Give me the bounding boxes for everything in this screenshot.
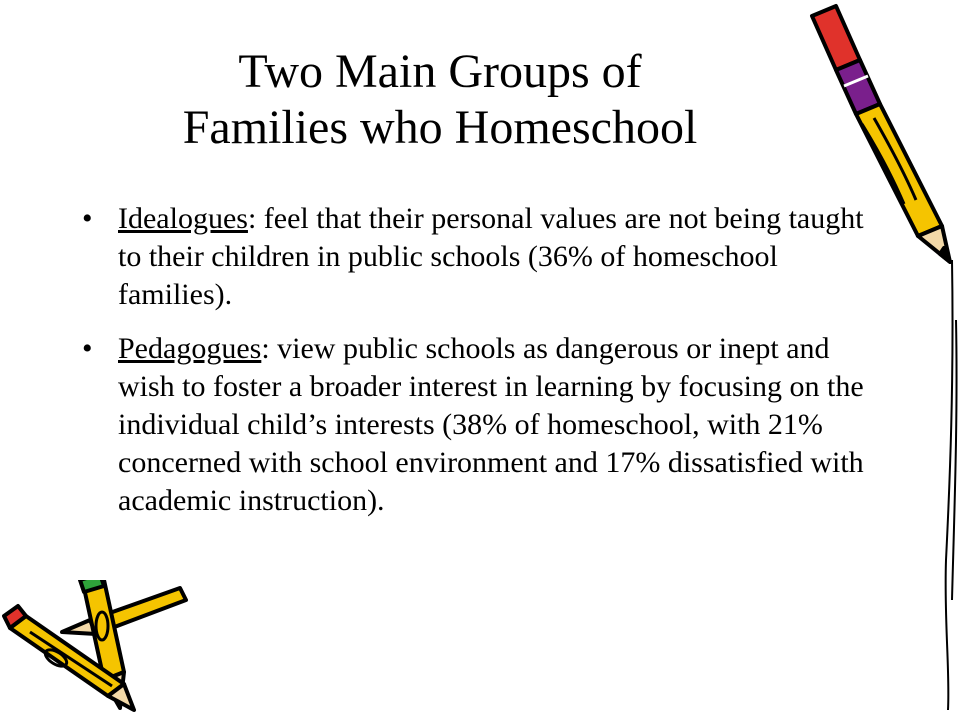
bullet-list — [82, 200, 872, 536]
bullet-item-pedagogues — [82, 330, 872, 520]
title-line-2: Families who Homeschool — [182, 101, 698, 154]
pencil-icon — [800, 0, 960, 720]
crossed-pencils-icon — [0, 580, 200, 720]
bullet-marker: • — [82, 332, 93, 365]
bullet-text: : feel that their personal values are not being taught to their children in public schools (36% of homeschool families). — [118, 202, 864, 311]
bullet-text: : view public schools as dangerous or inept and wish to foster a broader interest in learning by focusing on the individual child’s interests (38% of homeschool, with 21% concerned with school environment and 17% dissatisfied with academic instruction). — [118, 332, 864, 517]
bullet-marker: • — [82, 202, 93, 235]
bullet-item-idealogues — [82, 200, 872, 314]
bullet-term: Idealogues — [118, 202, 248, 235]
slide-title — [60, 44, 820, 156]
title-line-1: Two Main Groups of — [238, 45, 642, 98]
bullet-term: Pedagogues — [118, 332, 262, 365]
